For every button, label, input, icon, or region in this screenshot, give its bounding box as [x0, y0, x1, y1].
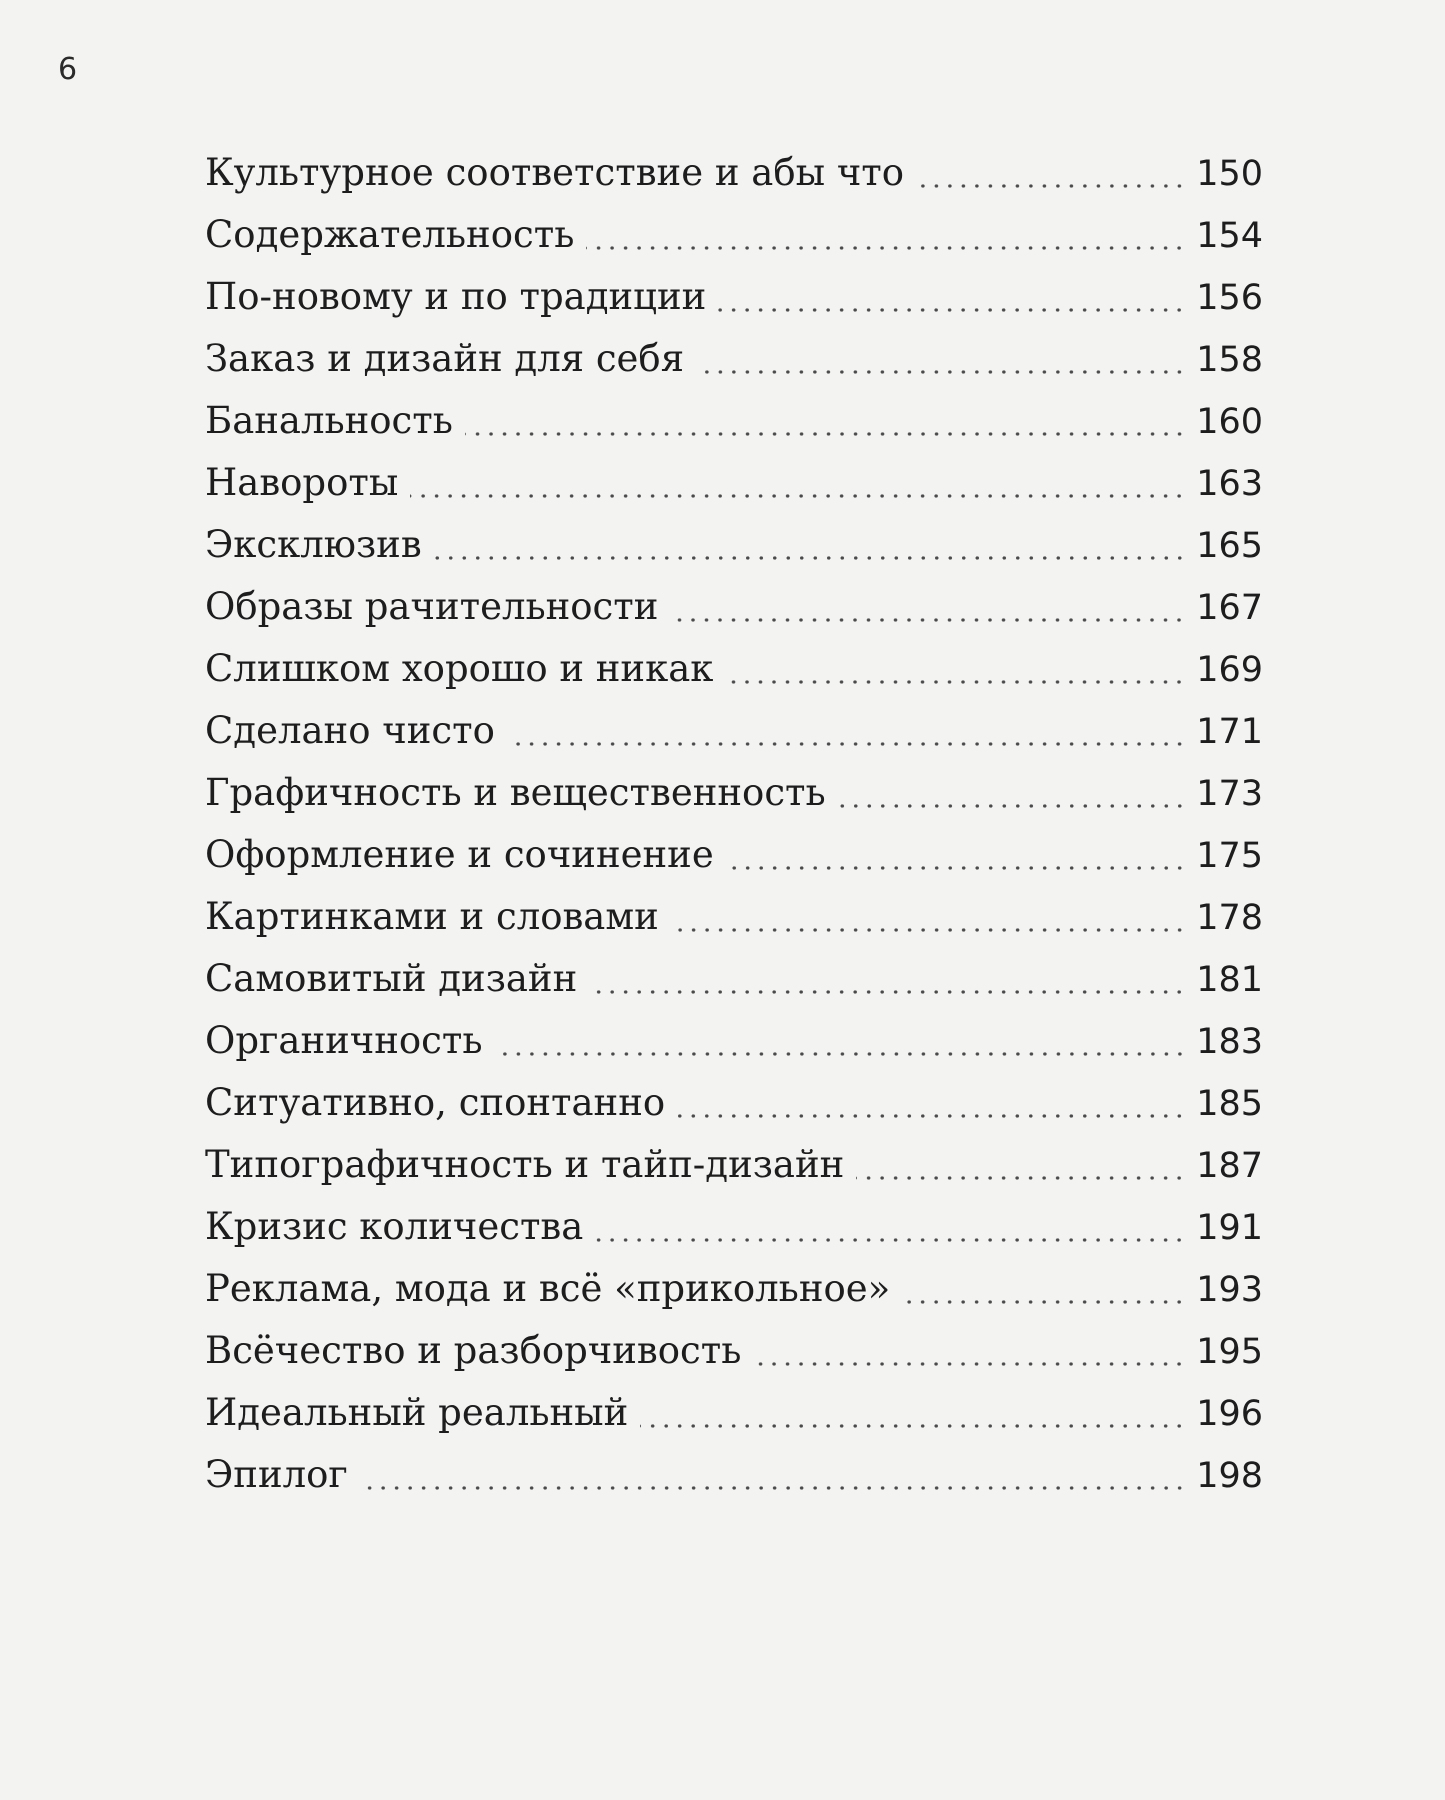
- toc-entry[interactable]: [205, 1258, 1263, 1320]
- dot-leader: [718, 302, 1186, 318]
- toc-entry-page: 169: [1196, 650, 1263, 690]
- toc-entry-page: 160: [1196, 402, 1263, 442]
- toc-entry-title: Картинками и словами: [205, 895, 659, 938]
- dot-leader: [640, 1418, 1186, 1434]
- toc-entry[interactable]: [205, 204, 1263, 266]
- dot-leader: [434, 550, 1187, 566]
- toc-entry-title: Самовитый дизайн: [205, 957, 578, 1000]
- toc-entry-title: Эксклюзив: [205, 523, 422, 566]
- toc-entry-page: 195: [1196, 1332, 1263, 1372]
- toc-entry-page: 178: [1196, 898, 1263, 938]
- toc-entry[interactable]: [205, 762, 1263, 824]
- toc-entry-title: Слишком хорошо и никак: [205, 647, 714, 690]
- toc-entry-title: Эпилог: [205, 1453, 348, 1496]
- toc-entry[interactable]: [205, 1072, 1263, 1134]
- toc-entry-title: Графичность и вещественность: [205, 771, 826, 814]
- toc-entry-page: 173: [1196, 774, 1263, 814]
- dot-leader: [856, 1170, 1186, 1186]
- toc-entry[interactable]: [205, 142, 1263, 204]
- toc-entry-page: 165: [1196, 526, 1263, 566]
- dot-leader: [902, 1294, 1186, 1310]
- toc-entry[interactable]: [205, 948, 1263, 1010]
- toc-entry-title: Навороты: [205, 461, 399, 504]
- toc-entry[interactable]: [205, 638, 1263, 700]
- toc-entry-page: 198: [1196, 1456, 1263, 1496]
- dot-leader: [696, 364, 1186, 380]
- toc-entry-title: Органичность: [205, 1019, 483, 1062]
- toc-entry-page: 187: [1196, 1146, 1263, 1186]
- toc-entry-page: 171: [1196, 712, 1263, 752]
- toc-entry-page: 163: [1196, 464, 1263, 504]
- table-of-contents: [205, 142, 1263, 1506]
- toc-entry-page: 181: [1196, 960, 1263, 1000]
- toc-entry[interactable]: [205, 1010, 1263, 1072]
- toc-entry[interactable]: [205, 886, 1263, 948]
- toc-entry-page: 193: [1196, 1270, 1263, 1310]
- dot-leader: [465, 426, 1186, 442]
- toc-entry-title: Кризис количества: [205, 1205, 584, 1248]
- toc-entry-page: 196: [1196, 1394, 1263, 1434]
- toc-entry-title: Типографичность и тайп-дизайн: [205, 1143, 845, 1186]
- toc-entry-title: Заказ и дизайн для себя: [205, 337, 685, 380]
- toc-entry[interactable]: [205, 700, 1263, 762]
- toc-entry-title: Культурное соответствие и абы что: [205, 151, 905, 194]
- toc-entry-title: Сделано чисто: [205, 709, 495, 752]
- toc-entry[interactable]: [205, 328, 1263, 390]
- toc-entry-title: Идеальный реальный: [205, 1391, 629, 1434]
- toc-entry[interactable]: [205, 1196, 1263, 1258]
- toc-entry-title: По-новому и по традиции: [205, 275, 707, 318]
- toc-entry-page: 154: [1196, 216, 1263, 256]
- toc-entry[interactable]: [205, 1444, 1263, 1506]
- toc-entry-title: Содержательность: [205, 213, 575, 256]
- toc-entry[interactable]: [205, 452, 1263, 514]
- toc-entry-title: Ситуативно, спонтанно: [205, 1081, 666, 1124]
- dot-leader: [360, 1480, 1186, 1496]
- toc-entry-page: 175: [1196, 836, 1263, 876]
- dot-leader: [670, 612, 1186, 628]
- dot-leader: [586, 240, 1186, 256]
- dot-leader: [495, 1046, 1187, 1062]
- dot-leader: [725, 674, 1186, 690]
- toc-entry-page: 185: [1196, 1084, 1263, 1124]
- toc-entry[interactable]: [205, 576, 1263, 638]
- toc-entry-title: Образы рачительности: [205, 585, 659, 628]
- toc-entry[interactable]: [205, 1320, 1263, 1382]
- toc-entry-page: 191: [1196, 1208, 1263, 1248]
- dot-leader: [677, 1108, 1186, 1124]
- toc-entry[interactable]: [205, 514, 1263, 576]
- toc-entry-page: 167: [1196, 588, 1263, 628]
- dot-leader: [726, 860, 1186, 876]
- toc-entry-title: Оформление и сочинение: [205, 833, 714, 876]
- toc-entry-page: 156: [1196, 278, 1263, 318]
- page-number: 6: [58, 52, 78, 87]
- toc-entry[interactable]: [205, 1382, 1263, 1444]
- toc-entry[interactable]: [205, 266, 1263, 328]
- toc-entry[interactable]: [205, 390, 1263, 452]
- dot-leader: [589, 984, 1186, 1000]
- toc-entry-page: 183: [1196, 1022, 1263, 1062]
- toc-entry[interactable]: [205, 824, 1263, 886]
- toc-entry-title: Всёчество и разборчивость: [205, 1329, 742, 1372]
- dot-leader: [671, 922, 1186, 938]
- toc-entry-title: Реклама, мода и всё «прикольное»: [205, 1267, 891, 1310]
- toc-entry-page: 150: [1196, 154, 1263, 194]
- dot-leader: [916, 178, 1186, 194]
- toc-entry-page: 158: [1196, 340, 1263, 380]
- dot-leader: [507, 736, 1186, 752]
- dot-leader: [410, 488, 1186, 504]
- dot-leader: [838, 798, 1187, 814]
- dot-leader: [753, 1356, 1186, 1372]
- dot-leader: [595, 1232, 1186, 1248]
- toc-entry-title: Банальность: [205, 399, 453, 442]
- toc-entry[interactable]: [205, 1134, 1263, 1196]
